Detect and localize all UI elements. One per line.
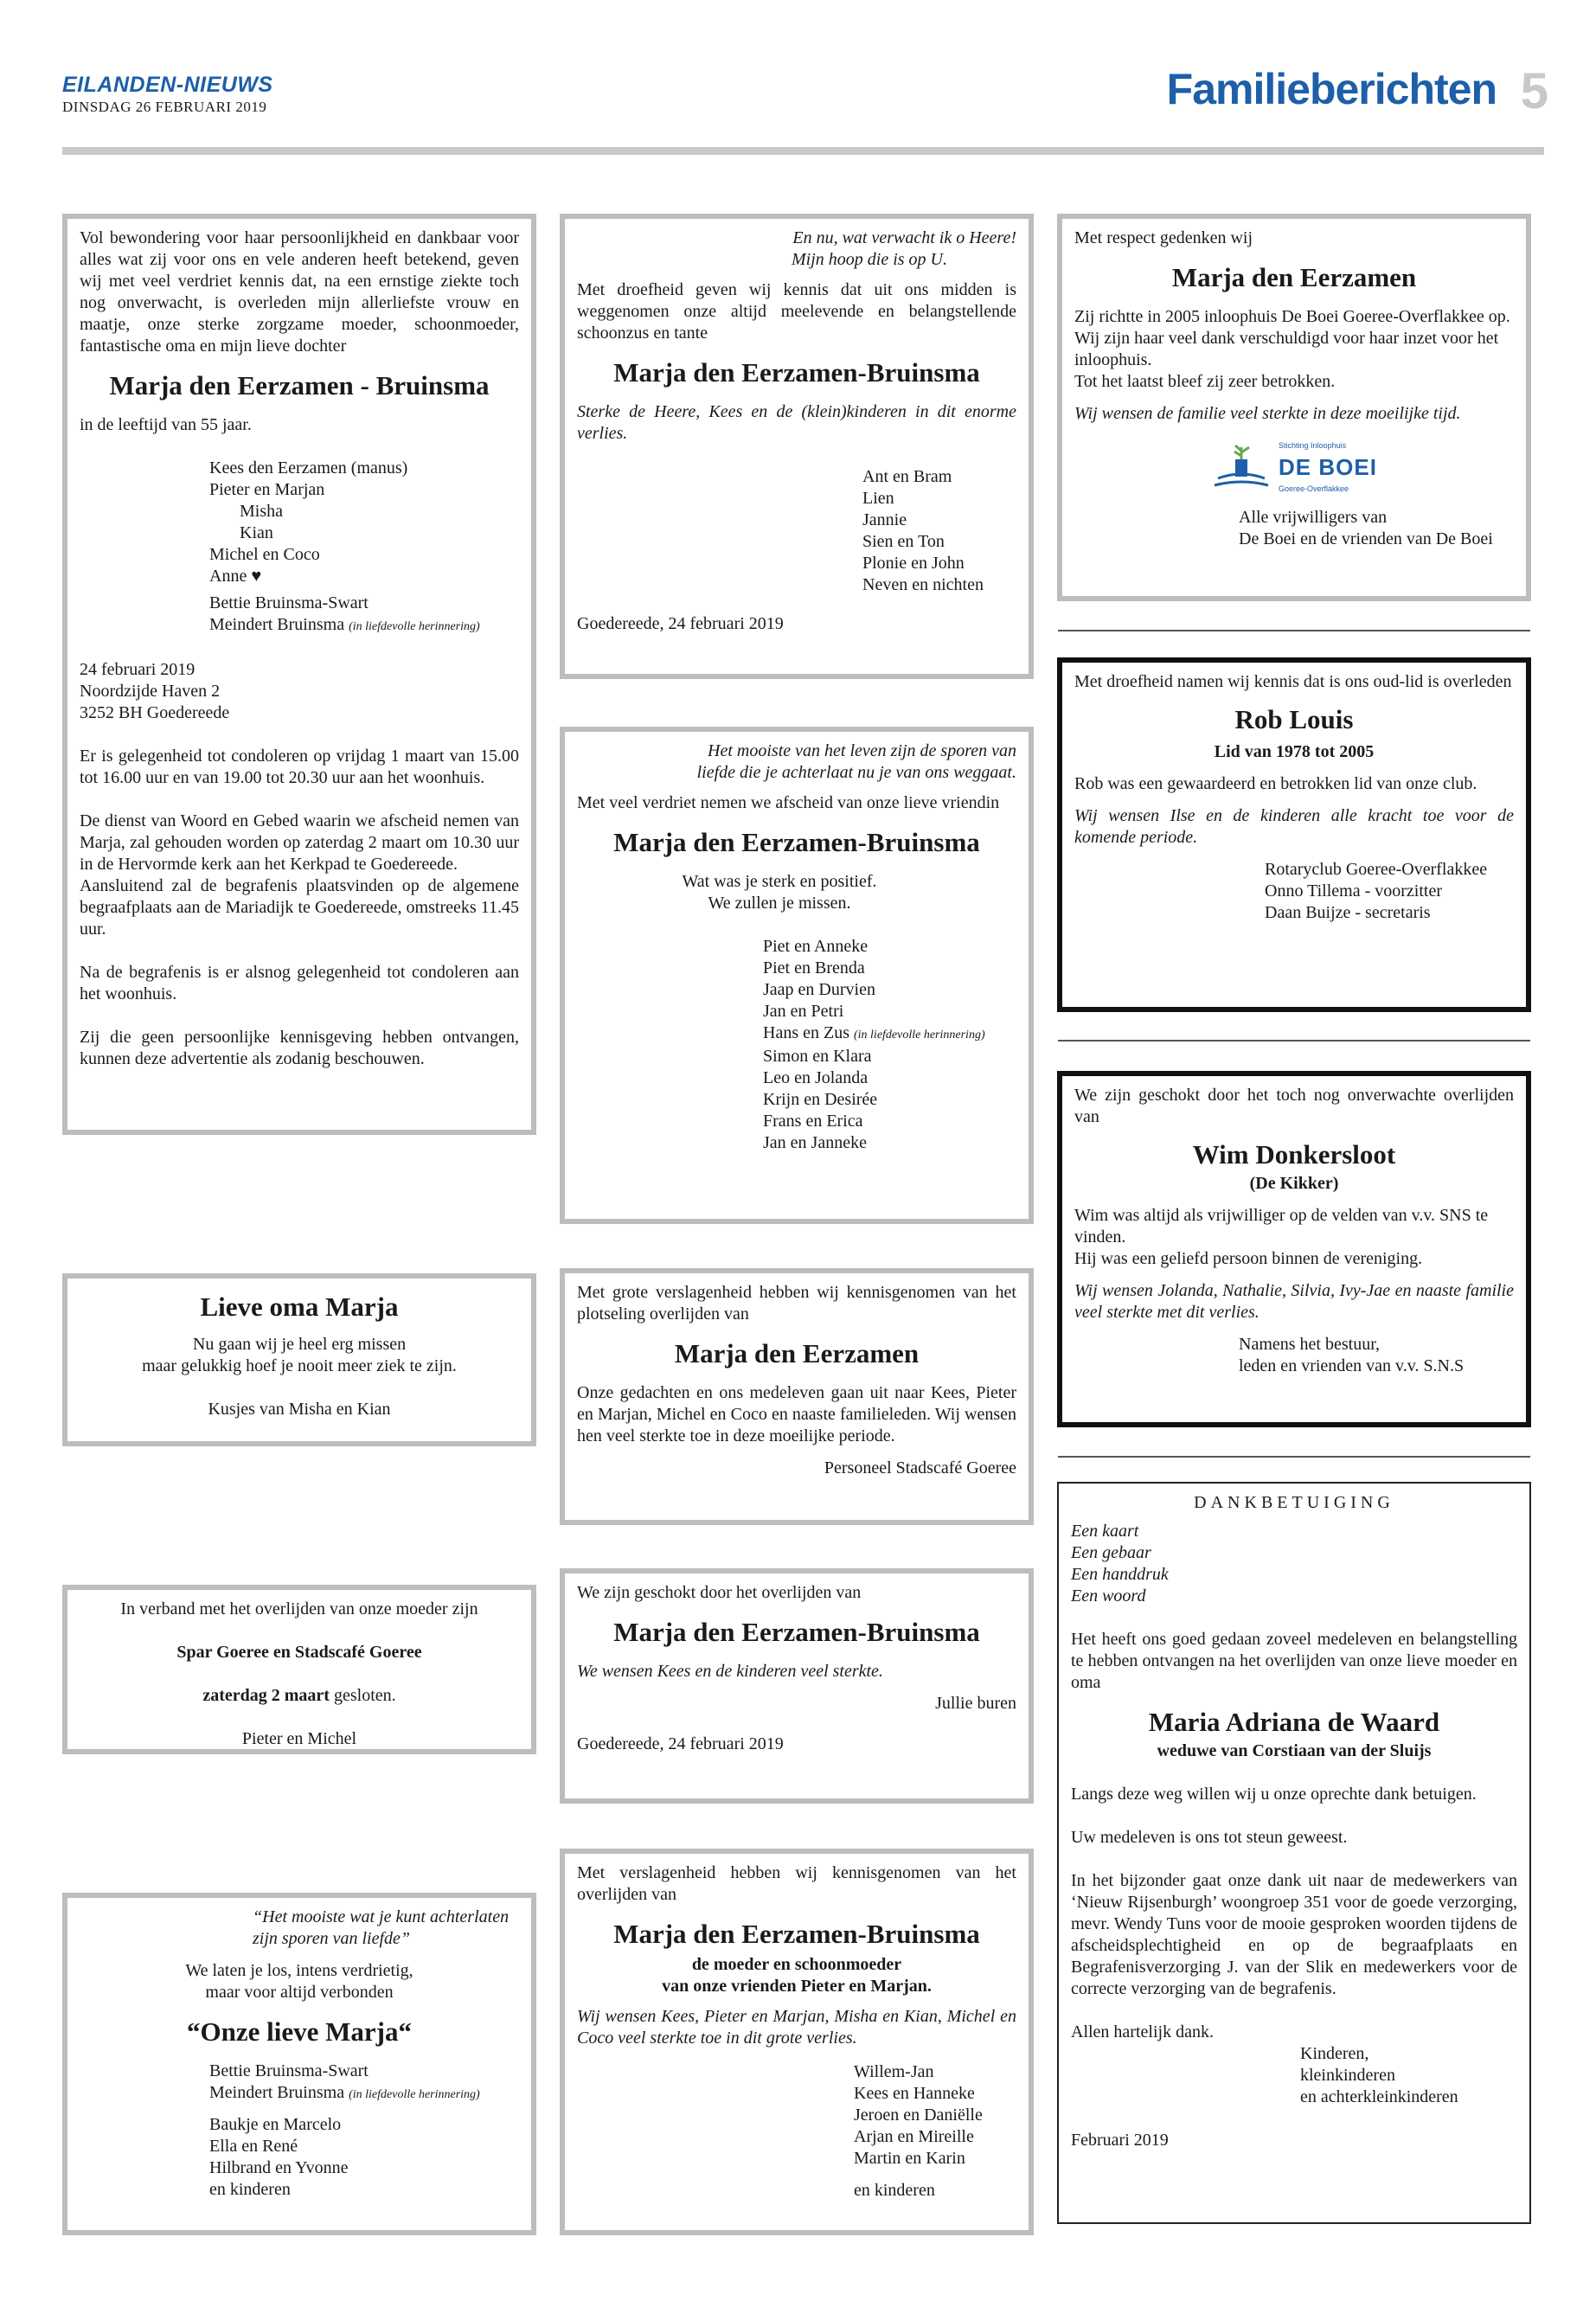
- friend: Jan en Petri: [763, 1002, 844, 1021]
- obituary-grandchildren: [62, 1273, 536, 1446]
- body-text: Uw medeleven is ons tot steun geweest.: [1071, 1828, 1348, 1847]
- separator-rule: [1058, 1456, 1530, 1458]
- family-member: Meindert Bruinsma (in liefdevolle herinnering): [209, 615, 480, 634]
- signature: Pieter en Michel: [241, 1729, 357, 1748]
- wish: Wij wensen Jolanda, Nathalie, Silvia, Ivy-Jae en naaste familie veel sterkte met dit verlies.: [1074, 1281, 1514, 1322]
- memorial-de-boei: [1057, 214, 1531, 601]
- family-member: Baukje en Marcelo: [209, 2115, 342, 2134]
- deceased-name: Marja den Eerzamen-Bruinsma: [613, 1919, 980, 1949]
- signature: Rotaryclub Goeree-Overflakkee: [1265, 860, 1488, 879]
- deceased-name: Wim Donkersloot: [1192, 1139, 1396, 1170]
- deceased-name: Lieve oma Marja: [200, 1292, 399, 1322]
- signature: Kinderen,: [1300, 2044, 1369, 2063]
- family-member: Neven en nichten: [862, 575, 984, 594]
- signature: en achterkleinkinderen: [1300, 2087, 1458, 2106]
- text-line: We zullen je missen.: [708, 894, 851, 913]
- signature: Onno Tillema - voorzitter: [1265, 881, 1442, 901]
- heart-icon: ♥: [251, 567, 262, 586]
- condolence-info: Er is gelegenheid tot condoleren op vrijdag 1 maart van 15.00 tot 16.00 uur en van 19.00 tot 20.30 uur aan het woonhuis.: [80, 747, 519, 787]
- family-member: Lien: [862, 489, 894, 508]
- family-member: Kian: [240, 523, 273, 542]
- subtitle: weduwe van Corstiaan van der Sluijs: [1157, 1741, 1432, 1760]
- obituary-relatives: [62, 1893, 536, 2235]
- logo-text: Stichting Inloophuis: [1279, 441, 1347, 450]
- deceased-name: Maria Adriana de Waard: [1148, 1707, 1440, 1737]
- deceased-name: Marja den Eerzamen-Bruinsma: [613, 1617, 980, 1647]
- notice-date: Februari 2019: [1071, 2131, 1169, 2150]
- issue-date: DINSDAG 26 FEBRUARI 2019: [62, 99, 267, 115]
- friend: Leo en Jolanda: [763, 1068, 869, 1087]
- notice: Zij die geen persoonlijke kennisgeving hebben ontvangen, kunnen deze advertentie als zodanig beschouwen.: [80, 1028, 519, 1068]
- family-member: Ant en Bram: [862, 467, 952, 486]
- family-member: Sien en Ton: [862, 532, 945, 551]
- deceased-name: “Onze lieve Marja“: [187, 2016, 412, 2047]
- obituary-staff: [560, 1268, 1034, 1525]
- quote: zijn sporen van liefde”: [253, 1929, 411, 1948]
- thank-you-notice: [1057, 1482, 1531, 2224]
- deceased-name: Marja den Eerzamen - Bruinsma: [109, 370, 490, 401]
- family-member: Plonie en John: [862, 554, 965, 573]
- signature: kleinkinderen: [1300, 2066, 1395, 2085]
- burial-info: Aansluitend zal de begrafenis plaatsvinden op de algemene begraafplaats aan de Mariadijk te Goedereede, omstreeks 11.45 uur.: [80, 876, 519, 939]
- obituary-intro: We zijn geschokt door het toch nog onverwachte overlijden van: [1074, 1086, 1514, 1126]
- body-text: Langs deze weg willen wij u onze oprechte dank betuigen.: [1071, 1785, 1477, 1804]
- text-line: Wat was je sterk en positief.: [682, 872, 877, 891]
- body-text: Wim was altijd als vrijwilliger op de velden van v.v. SNS te vinden.: [1074, 1206, 1489, 1247]
- friend: Krijn en Desirée: [763, 1090, 878, 1109]
- body-text: Zij richtte in 2005 inloophuis De Boei Goeree-Overflakkee op. Wij zijn haar veel dank verschuldigd voor haar inzet voor het inloophuis.: [1074, 307, 1510, 369]
- family-member: Michel en Coco: [209, 545, 320, 564]
- quote: Het mooiste van het leven zijn de sporen van: [708, 741, 1016, 760]
- deceased-name: Marja den Eerzamen: [674, 1338, 920, 1368]
- deceased-name: Marja den Eerzamen-Bruinsma: [613, 827, 980, 857]
- deceased-name: Rob Louis: [1234, 704, 1354, 734]
- obituary-sports-club: [1057, 1071, 1531, 1427]
- obituary-intro: Met verslagenheid hebben wij kennisgenomen van het overlijden van: [577, 1863, 1016, 1904]
- text-line: We laten je los, intens verdrietig,: [185, 1961, 413, 1980]
- obituary-intro: We zijn geschokt door het overlijden van: [577, 1583, 862, 1602]
- quote: En nu, wat verwacht ik o Heere!: [792, 228, 1016, 247]
- obituary-intro: Met droefheid namen wij kennis dat is ons oud-lid is overleden: [1074, 672, 1512, 691]
- signature: Personeel Stadscafé Goeree: [824, 1458, 1016, 1477]
- text-line: maar voor altijd verbonden: [205, 1983, 394, 2002]
- obituary-family: [62, 214, 536, 1135]
- quote: Mijn hoop die is op U.: [792, 250, 947, 269]
- friend: Simon en Klara: [763, 1047, 872, 1066]
- quote: “Het mooiste wat je kunt achterlaten: [253, 1907, 510, 1926]
- family-member: Kees en Hanneke: [854, 2084, 975, 2103]
- address-line: Noordzijde Haven 2: [80, 682, 221, 701]
- newspaper-logo: EILANDEN-NIEUWS: [62, 73, 273, 97]
- logo-text: DE BOEI: [1279, 454, 1377, 480]
- family-member: Bettie Bruinsma-Swart: [209, 2061, 369, 2080]
- wish: Wij wensen de familie veel sterkte in deze moeilijke tijd.: [1074, 404, 1461, 423]
- after-info: Na de begrafenis is er alsnog gelegenheid tot condoleren aan het woonhuis.: [80, 963, 519, 1003]
- family-member: en kinderen: [209, 2180, 291, 2199]
- friend: Piet en Brenda: [763, 958, 865, 977]
- family-member: Anne ♥: [209, 567, 262, 586]
- body-text: Rob was een gewaardeerd en betrokken lid van onze club.: [1074, 774, 1477, 793]
- signature: Kusjes van Misha en Kian: [208, 1400, 391, 1419]
- family-member: Kees den Eerzamen (manus): [209, 458, 408, 478]
- obituary-rotary: [1057, 657, 1531, 1012]
- signature: Daan Buijze - secretaris: [1265, 903, 1431, 922]
- obituary-friends: [560, 727, 1034, 1224]
- page-number: 5: [1520, 63, 1548, 119]
- obituary-intro: Met respect gedenken wij: [1074, 228, 1253, 247]
- subtitle: de moeder en schoonmoeder: [691, 1955, 902, 1974]
- obituary-intro: Met veel verdriet nemen we afscheid van onze lieve vriendin: [577, 793, 1000, 812]
- buoy-icon: [1211, 444, 1272, 492]
- family-member: Ella en René: [209, 2137, 298, 2156]
- obituary-friends-of-son: [560, 1849, 1034, 2235]
- body-text: Hij was een geliefd persoon binnen de vereniging.: [1074, 1249, 1423, 1268]
- family-member: Arjan en Mireille: [854, 2127, 974, 2146]
- address-line: 24 februari 2019: [80, 660, 195, 679]
- text-line: In verband met het overlijden van onze moeder zijn: [120, 1599, 478, 1618]
- shops: Spar Goeree en Stadscafé Goeree: [176, 1643, 422, 1662]
- closure-date: zaterdag 2 maart gesloten.: [202, 1686, 396, 1705]
- poem-line: Een woord: [1071, 1586, 1146, 1606]
- friend: Jan en Janneke: [763, 1133, 867, 1152]
- signature: Alle vrijwilligers van: [1239, 508, 1388, 527]
- family-member: Hilbrand en Yvonne: [209, 2158, 349, 2177]
- deceased-name: Marja den Eerzamen: [1171, 262, 1417, 292]
- wish: We wensen Kees en de kinderen veel sterkte.: [577, 1662, 883, 1681]
- text-line: maar gelukkig hoef je nooit meer ziek te zijn.: [142, 1356, 457, 1375]
- family-member: Misha: [240, 502, 283, 521]
- family-member: Jeroen en Daniëlle: [854, 2106, 983, 2125]
- family-member: Pieter en Marjan: [209, 480, 325, 499]
- text-line: Nu gaan wij je heel erg missen: [192, 1335, 407, 1354]
- place-date: Goedereede, 24 februari 2019: [577, 614, 784, 633]
- section-title: Familieberichten: [1166, 65, 1497, 113]
- deceased-name: Marja den Eerzamen-Bruinsma: [613, 357, 980, 388]
- obituary-intro: Met grote verslagenheid hebben wij kennisgenomen van het plotseling overlijden van: [577, 1283, 1016, 1324]
- obituary-in-laws: [560, 214, 1034, 679]
- wish: Sterke de Heere, Kees en de (klein)kinderen in dit enorme verlies.: [577, 402, 1016, 443]
- body-text: Allen hartelijk dank.: [1071, 2022, 1214, 2041]
- header-rule: [62, 147, 1544, 155]
- poem-line: Een handdruk: [1071, 1565, 1169, 1584]
- address-line: 3252 BH Goedereede: [80, 703, 230, 722]
- separator-rule: [1058, 630, 1530, 631]
- family-member: Bettie Bruinsma-Swart: [209, 593, 369, 612]
- obituary-intro: Met droefheid geven wij kennis dat uit ons midden is weggenomen onze altijd meelevende en belangstellende schoonzus en tante: [577, 280, 1016, 343]
- place-date: Goedereede, 24 februari 2019: [577, 1734, 784, 1753]
- family-member: Martin en Karin: [854, 2149, 965, 2168]
- logo-text: Goeree-Overflakkee: [1279, 484, 1349, 493]
- signature: leden en vrienden van v.v. S.N.S: [1239, 1356, 1465, 1375]
- body-text: In het bijzonder gaat onze dank uit naar de medewerkers van ‘Nieuw Rijsenburgh’ woongroep 351 voor de goede verzorging, mevr. Wendy Tuns voor de mooie gesproken woorden tijdens de afscheidsplechtigheid en op de begraafplaats en Begrafenisverzorging J. van der Slik en medewerkers voor de correcte verzorging van de begrafenis.: [1071, 1871, 1517, 1998]
- friend: Frans en Erica: [763, 1112, 863, 1131]
- family-member: Meindert Bruinsma (in liefdevolle herinnering): [209, 2083, 480, 2102]
- signature: Jullie buren: [935, 1694, 1016, 1713]
- subtitle: van onze vrienden Pieter en Marjan.: [662, 1977, 932, 1996]
- signature: Namens het bestuur,: [1239, 1335, 1381, 1354]
- closure-notice: [62, 1585, 536, 1754]
- family-member: Willem-Jan: [854, 2062, 934, 2081]
- quote: liefde die je achterlaat nu je van ons weggaat.: [696, 763, 1016, 782]
- age-line: in de leeftijd van 55 jaar.: [80, 415, 252, 434]
- family-member: en kinderen: [854, 2181, 935, 2200]
- obituary-intro: Vol bewondering voor haar persoonlijkheid en dankbaar voor alles wat zij voor ons en vele anderen heeft betekend, geven wij met veel verdriet kennis dat, na een ernstige ziekte toch nog onverwacht, is overleden mijn allerliefste vrouw en maatje, onze sterke zorgzame moeder, schoonmoeder, fantastische oma en mijn lieve dochter: [80, 228, 519, 356]
- friend: Piet en Anneke: [763, 937, 869, 956]
- friend: Hans en Zus (in liefdevolle herinnering): [763, 1023, 985, 1042]
- signature: De Boei en de vrienden van De Boei: [1239, 529, 1493, 548]
- subtitle: (De Kikker): [1249, 1174, 1339, 1193]
- separator-rule: [1058, 1040, 1530, 1042]
- family-member: Jannie: [862, 510, 907, 529]
- body-text: Het heeft ons goed gedaan zoveel medeleven en belangstelling te hebben ontvangen na het overlijden van onze lieve moeder en oma: [1071, 1630, 1517, 1692]
- wish: Wij wensen Kees, Pieter en Marjan, Misha en Kian, Michel en Coco veel sterkte toe in dit grote verlies.: [577, 2007, 1016, 2048]
- friend: Jaap en Durvien: [763, 980, 875, 999]
- body-text: Onze gedachten en ons medeleven gaan uit naar Kees, Pieter en Marjan, Michel en Coco en naaste familieleden. Wij wensen hen veel sterkte toe in deze moeilijke periode.: [577, 1383, 1016, 1445]
- obituary-neighbours: [560, 1568, 1034, 1804]
- subtitle: Lid van 1978 tot 2005: [1214, 742, 1375, 761]
- service-info: De dienst van Woord en Gebed waarin we afscheid nemen van Marja, zal gehouden worden op zaterdag 2 maart om 10.30 uur in de Hervormde kerk aan het Kerkpad te Goedereede.: [80, 811, 519, 874]
- poem-line: Een gebaar: [1071, 1543, 1151, 1562]
- wish: Wij wensen Ilse en de kinderen alle kracht toe voor de komende periode.: [1074, 806, 1514, 847]
- de-boei-logo: [1074, 435, 1514, 500]
- body-text: Tot het laatst bleef zij zeer betrokken.: [1074, 372, 1336, 391]
- poem-line: Een kaart: [1071, 1522, 1139, 1541]
- notice-title: DANKBETUIGING: [1194, 1493, 1394, 1512]
